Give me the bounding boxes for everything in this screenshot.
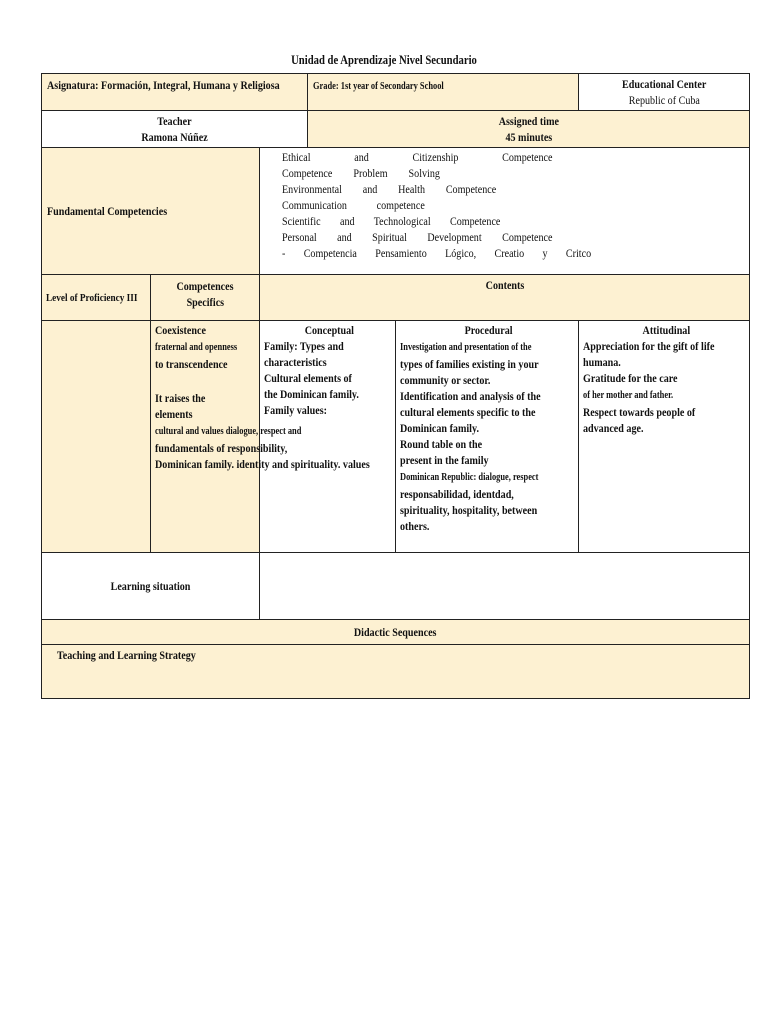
competency-item: Personal and Spiritual Development Competence [282,230,553,244]
procedural-header: Procedural [465,323,513,337]
level-empty-cell [42,321,151,553]
attitudinal-header: Attitudinal [642,323,690,337]
specifics-line: Coexistence [155,323,206,337]
center-cell [579,74,750,111]
document-title: Unidad de Aprendizaje Nivel Secundario [291,52,477,67]
specifics-line: fraternal and openness [155,342,238,353]
competencies-label-cell [42,148,260,275]
grade-label: Grade: 1st year of Secondary School [313,81,444,92]
procedural-line: community or sector. [400,373,491,387]
procedural-line: Identification and analysis of the [400,389,541,403]
specifics-line: Dominican family. identity and spirituality. values [155,457,370,471]
procedural-line: others. [400,519,430,533]
specifics-header-cell [151,275,260,321]
competency-item: - Competencia Pensamiento Lógico, Creatio y Critco [282,246,592,260]
conceptual-line: Family: Types and [264,339,344,353]
center-value: Republic of Cuba [628,93,700,107]
competencies-list-cell [260,148,750,275]
learning-situation-label-cell [42,553,260,620]
conceptual-line: characteristics [264,355,327,369]
specifics-line: to transcendence [155,357,228,371]
grade-cell [308,74,579,111]
contents-header-cell [260,275,750,321]
specifics-line: It raises the [155,391,206,405]
competencies-label: Fundamental Competencies [47,204,168,218]
conceptual-line: Cultural elements of [264,371,352,385]
time-value: 45 minutes [505,130,552,144]
specifics-header-line2: Specifics [186,295,224,309]
specifics-header-line1: Competences [176,279,234,293]
teacher-name: Ramona Núñez [141,130,208,144]
conceptual-line: the Dominican family. [264,387,359,401]
procedural-line: responsabilidad, identdad, [400,487,514,501]
procedural-cell [396,321,579,553]
learning-situation-label: Learning situation [110,579,191,593]
specifics-line: cultural and values dialogue, respect and [155,426,302,437]
level-cell [42,275,151,321]
teacher-cell [42,111,308,148]
competency-item: Environmental and Health Competence [282,182,497,196]
learning-unit-table [41,73,750,699]
level-label: Level of Proficiency III [46,292,138,304]
specifics-line: elements [155,407,193,421]
procedural-line: Dominican family. [400,421,479,435]
teacher-label: Teacher [157,114,192,128]
time-cell [308,111,750,148]
subject-cell [42,74,308,111]
competency-item: Communication competence [282,198,425,212]
attitudinal-line: advanced age. [583,421,644,435]
subject-label: Asignatura: Formación, Integral, Humana y Religiosa [47,78,280,92]
didactic-sequences-label: Didactic Sequences [354,625,437,639]
competency-item: Scientific and Technological Competence [282,214,501,228]
attitudinal-line: humana. [583,355,621,369]
attitudinal-line: Respect towards people of [583,405,696,419]
procedural-line: Investigation and presentation of the [400,342,532,353]
attitudinal-cell [579,321,750,553]
attitudinal-line: Gratitude for the care [583,371,678,385]
procedural-line: cultural elements specific to the [400,405,536,419]
competency-item: Ethical and Citizenship Competence [282,150,553,164]
procedural-line: Round table on the [400,437,483,451]
procedural-line: present in the family [400,453,489,467]
specifics-line: fundamentals of responsibility, [155,441,288,455]
procedural-line: types of families existing in your [400,357,539,371]
strategy-cell [42,645,750,699]
contents-header: Contents [485,278,524,292]
conceptual-line: Family values: [264,403,327,417]
procedural-line: Dominican Republic: dialogue, respect [400,472,539,483]
conceptual-header: Conceptual [304,323,355,337]
center-label: Educational Center [621,77,707,91]
time-label: Assigned time [498,114,559,128]
learning-situation-content-cell [260,553,750,620]
procedural-line: spirituality, hospitality, between [400,503,538,517]
attitudinal-line: of her mother and father. [583,390,674,401]
strategy-label: Teaching and Learning Strategy [57,648,196,662]
competency-item: Competence Problem Solving [282,166,440,180]
attitudinal-line: Appreciation for the gift of life [583,339,715,353]
didactic-sequences-cell [42,620,750,645]
